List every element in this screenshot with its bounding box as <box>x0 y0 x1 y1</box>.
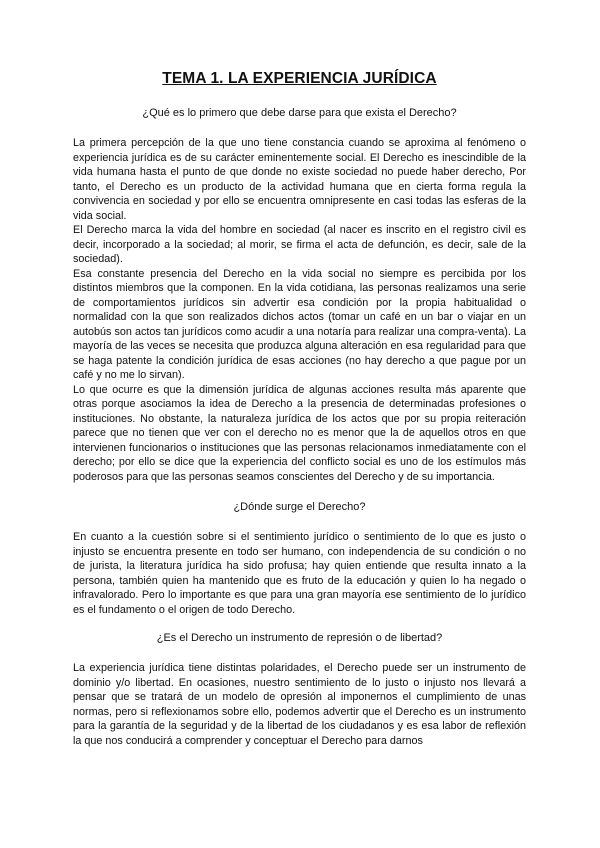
paragraph-1-3: Esa constante presencia del Derecho en la vida social no siempre es percibida por los distintos miembros que la componen. En la vida cotidiana, las personas realizamos una serie de comportamientos jurídicos sin advertir esa condición por la propia habitualidad o normalidad con la que son realizados dichos actos (tomar un café en un bar o viajar en un autobús son actos tan jurídicos como acudir a una notaría para realizar una compra-venta). La mayoría de las veces se necesita que produzca alguna alteración en esa regularidad para que se haga patente la condición jurídica de esas acciones (no hay derecho a que pague por un café y no me lo sirvan). <box>73 267 526 381</box>
paragraph-1-1: La primera percepción de la que uno tiene constancia cuando se aproxima al fenómeno o experiencia jurídica es de su carácter eminentemente social. El Derecho es inescindible de la vida humana hasta el punto de que donde no existe sociedad no puede haber derecho, Por tanto, el Derecho es un producto de la actividad humana que en cierta forma regula la convivencia en sociedad y por ello se encuentra omnipresente en casi todas las esferas de la vida social. <box>73 137 526 222</box>
section-question-3: ¿Es el Derecho un instrumento de represión o de libertad? <box>156 632 443 644</box>
section-question-2: ¿Dónde surge el Derecho? <box>233 501 366 513</box>
paragraph-2-1: En cuanto a la cuestión sobre si el sentimiento jurídico o sentimiento de lo que es justo o injusto se encuentra presente en todo ser humano, con independencia de su condición o no de jurista, la literatura jurídica ha sido profusa; hay quien entiende que resulta innato a la persona, también quien ha mantenido que es fruto de la educación y quien lo ha negado o infravalorado. Pero lo importante es que para una gran mayoría ese sentimiento de lo jurídico es el fundamento o el origen de todo Derecho. <box>73 531 526 616</box>
section-question-1: ¿Qué es lo primero que debe darse para que exista el Derecho? <box>142 107 457 119</box>
page-title: TEMA 1. LA EXPERIENCIA JURÍDICA <box>162 70 437 87</box>
paragraph-1-2: El Derecho marca la vida del hombre en sociedad (al nacer es inscrito en el registro civil es decir, incorporado a la sociedad; al morir, se firma el acta de defunción, es decir, sale de la sociedad). <box>73 224 526 265</box>
paragraph-1-4: Lo que ocurre es que la dimensión jurídica de algunas acciones resulta más aparente que otras porque asociamos la idea de Derecho a la presencia de determinadas profesiones o instituciones. No obstante, la naturaleza jurídica de los actos que por su propia reiteración parece que no tienen que ver con el derecho no es menor que la de aquellos otros en que intervienen funcionarios o instituciones que las personas relacionamos inmediatamente con el derecho; por ello se dice que la experiencia del conflicto social es uno de los estímulos más poderosos para que las personas seamos conscientes del Derecho y de su importancia. <box>73 383 526 483</box>
paragraph-3-1: La experiencia jurídica tiene distintas polaridades, el Derecho puede ser un instrumento de dominio y/o libertad. En ocasiones, nuestro sentimiento de lo justo o injusto nos llevará a pensar que se tratará de un modelo de opresión al imponernos el cumplimiento de unas normas, pero si reflexionamos sobre ello, podemos advertir que el Derecho es un instrumento para la garantía de la seguridad y de la libertad de los ciudadanos y es esa labor de reflexión la que nos conducirá a comprender y conceptuar el Derecho para darnos <box>73 662 526 747</box>
